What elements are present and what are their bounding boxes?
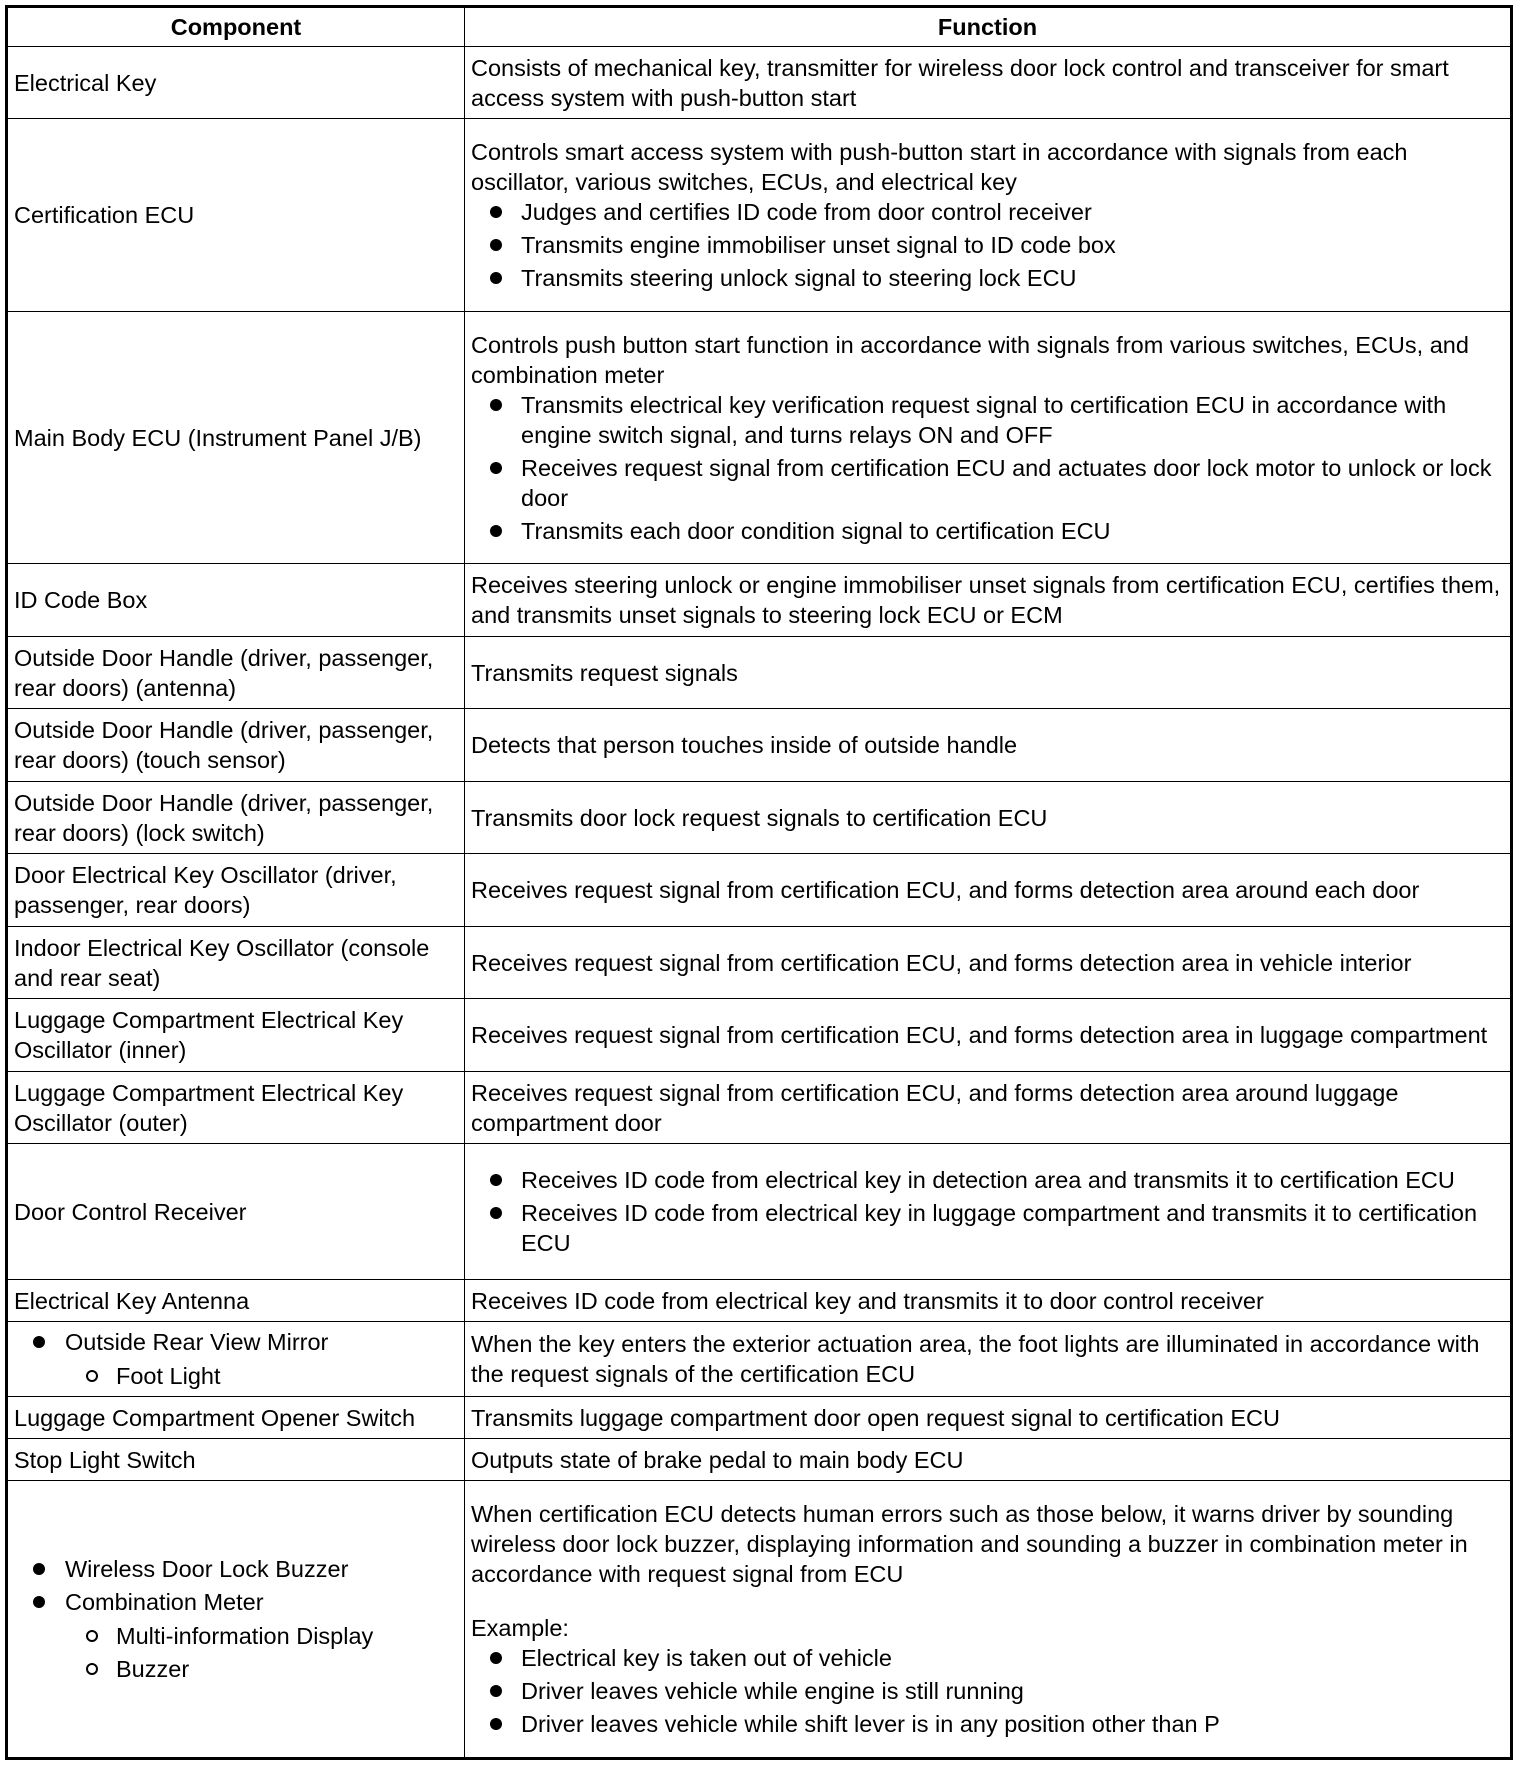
function-cell (465, 119, 1512, 312)
component-cell: Electrical Key (7, 47, 465, 119)
header-function: Function (465, 7, 1512, 47)
list-item: Multi-information Display (116, 1621, 458, 1651)
table-row (7, 1481, 1512, 1759)
table-row (7, 1397, 1512, 1439)
component-cell: Main Body ECU (Instrument Panel J/B) (7, 312, 465, 564)
list-item: Transmits electrical key verification request signal to certification ECU in accordance with engine switch signal, and turns relays ON and OFF (521, 390, 1504, 450)
function-cell (465, 1144, 1512, 1280)
table-row (7, 999, 1512, 1072)
function-bullet-list (471, 1165, 1504, 1258)
component-cell (7, 1481, 465, 1759)
function-cell (465, 1481, 1512, 1759)
component-cell: Door Electrical Key Oscillator (driver, passenger, rear doors) (7, 854, 465, 927)
list-item (65, 1327, 458, 1391)
table-row (7, 854, 1512, 927)
table-row (7, 1144, 1512, 1280)
table-row (7, 1072, 1512, 1144)
function-cell: Consists of mechanical key, transmitter for wireless door lock control and transceiver for smart access system with push-button start (465, 47, 1512, 119)
list-item: Driver leaves vehicle while engine is still running (521, 1676, 1504, 1706)
component-cell: Luggage Compartment Opener Switch (7, 1397, 465, 1439)
table-row (7, 709, 1512, 782)
list-item: Receives ID code from electrical key in detection area and transmits it to certification ECU (521, 1165, 1504, 1195)
table-header-row (7, 7, 1512, 47)
list-item: Transmits each door condition signal to certification ECU (521, 516, 1504, 546)
list-item: Judges and certifies ID code from door control receiver (521, 197, 1504, 227)
function-intro: Controls smart access system with push-button start in accordance with signals from each oscillator, various switches, ECUs, and electrical key (471, 139, 1408, 195)
list-item: Buzzer (116, 1654, 458, 1684)
component-bullet-list (14, 1554, 458, 1684)
function-cell (465, 312, 1512, 564)
component-cell: Luggage Compartment Electrical Key Oscillator (outer) (7, 1072, 465, 1144)
list-item: Receives ID code from electrical key in luggage compartment and transmits it to certification ECU (521, 1198, 1504, 1258)
function-cell: Receives request signal from certification ECU, and forms detection area in vehicle interior (465, 927, 1512, 999)
component-cell: Stop Light Switch (7, 1439, 465, 1481)
function-intro: When certification ECU detects human errors such as those below, it warns driver by sounding wireless door lock buzzer, displaying information and sounding a buzzer in combination meter in accordance with request signal from ECU (471, 1501, 1468, 1587)
component-bullet-text: Combination Meter (65, 1589, 264, 1615)
list-item: Driver leaves vehicle while shift lever is in any position other than P (521, 1709, 1504, 1739)
table-row (7, 312, 1512, 564)
list-item (65, 1587, 458, 1684)
function-cell: Receives steering unlock or engine immobiliser unset signals from certification ECU, certifies them, and transmits unset signals to steering lock ECU or ECM (465, 564, 1512, 637)
function-cell: Transmits request signals (465, 637, 1512, 709)
component-bullet-text: Outside Rear View Mirror (65, 1329, 329, 1355)
function-bullet-list (471, 197, 1504, 293)
list-item: Transmits engine immobiliser unset signal to ID code box (521, 230, 1504, 260)
list-item: Transmits steering unlock signal to steering lock ECU (521, 263, 1504, 293)
component-cell: Outside Door Handle (driver, passenger, rear doors) (touch sensor) (7, 709, 465, 782)
component-cell: Electrical Key Antenna (7, 1280, 465, 1322)
table-row (7, 927, 1512, 999)
table-row (7, 119, 1512, 312)
component-cell (7, 1322, 465, 1397)
component-cell: Outside Door Handle (driver, passenger, rear doors) (lock switch) (7, 782, 465, 854)
function-cell: Receives request signal from certification ECU, and forms detection area in luggage compartment (465, 999, 1512, 1072)
list-item: Foot Light (116, 1361, 458, 1391)
component-cell: ID Code Box (7, 564, 465, 637)
function-cell: Detects that person touches inside of outside handle (465, 709, 1512, 782)
function-cell: Receives request signal from certification ECU, and forms detection area around luggage compartment door (465, 1072, 1512, 1144)
component-bullet-list (14, 1327, 458, 1391)
function-cell: Receives ID code from electrical key and transmits it to door control receiver (465, 1280, 1512, 1322)
component-sub-list (65, 1361, 458, 1391)
function-cell: Outputs state of brake pedal to main body ECU (465, 1439, 1512, 1481)
function-cell: Transmits door lock request signals to certification ECU (465, 782, 1512, 854)
function-example-label: Example: (471, 1615, 569, 1641)
function-cell: When the key enters the exterior actuation area, the foot lights are illuminated in accordance with the request signals of the certification ECU (465, 1322, 1512, 1397)
table-row (7, 47, 1512, 119)
component-cell: Luggage Compartment Electrical Key Oscillator (inner) (7, 999, 465, 1072)
table-row (7, 564, 1512, 637)
component-cell: Certification ECU (7, 119, 465, 312)
list-item: Wireless Door Lock Buzzer (65, 1554, 458, 1584)
table-row (7, 1322, 1512, 1397)
list-item: Receives request signal from certification ECU and actuates door lock motor to unlock or lock door (521, 453, 1504, 513)
table-row (7, 782, 1512, 854)
function-bullet-list (471, 390, 1504, 546)
component-sub-list (65, 1621, 458, 1684)
table-row (7, 1280, 1512, 1322)
table-row (7, 637, 1512, 709)
list-item: Electrical key is taken out of vehicle (521, 1643, 1504, 1673)
function-bullet-list (471, 1643, 1504, 1739)
component-cell: Indoor Electrical Key Oscillator (console and rear seat) (7, 927, 465, 999)
component-cell: Outside Door Handle (driver, passenger, rear doors) (antenna) (7, 637, 465, 709)
function-intro: Controls push button start function in accordance with signals from various switches, ECUs, and combination meter (471, 331, 1469, 388)
function-cell: Receives request signal from certification ECU, and forms detection area around each door (465, 854, 1512, 927)
component-function-table (5, 5, 1513, 1760)
function-cell: Transmits luggage compartment door open request signal to certification ECU (465, 1397, 1512, 1439)
table-row (7, 1439, 1512, 1481)
component-cell: Door Control Receiver (7, 1144, 465, 1280)
header-component: Component (7, 7, 465, 47)
